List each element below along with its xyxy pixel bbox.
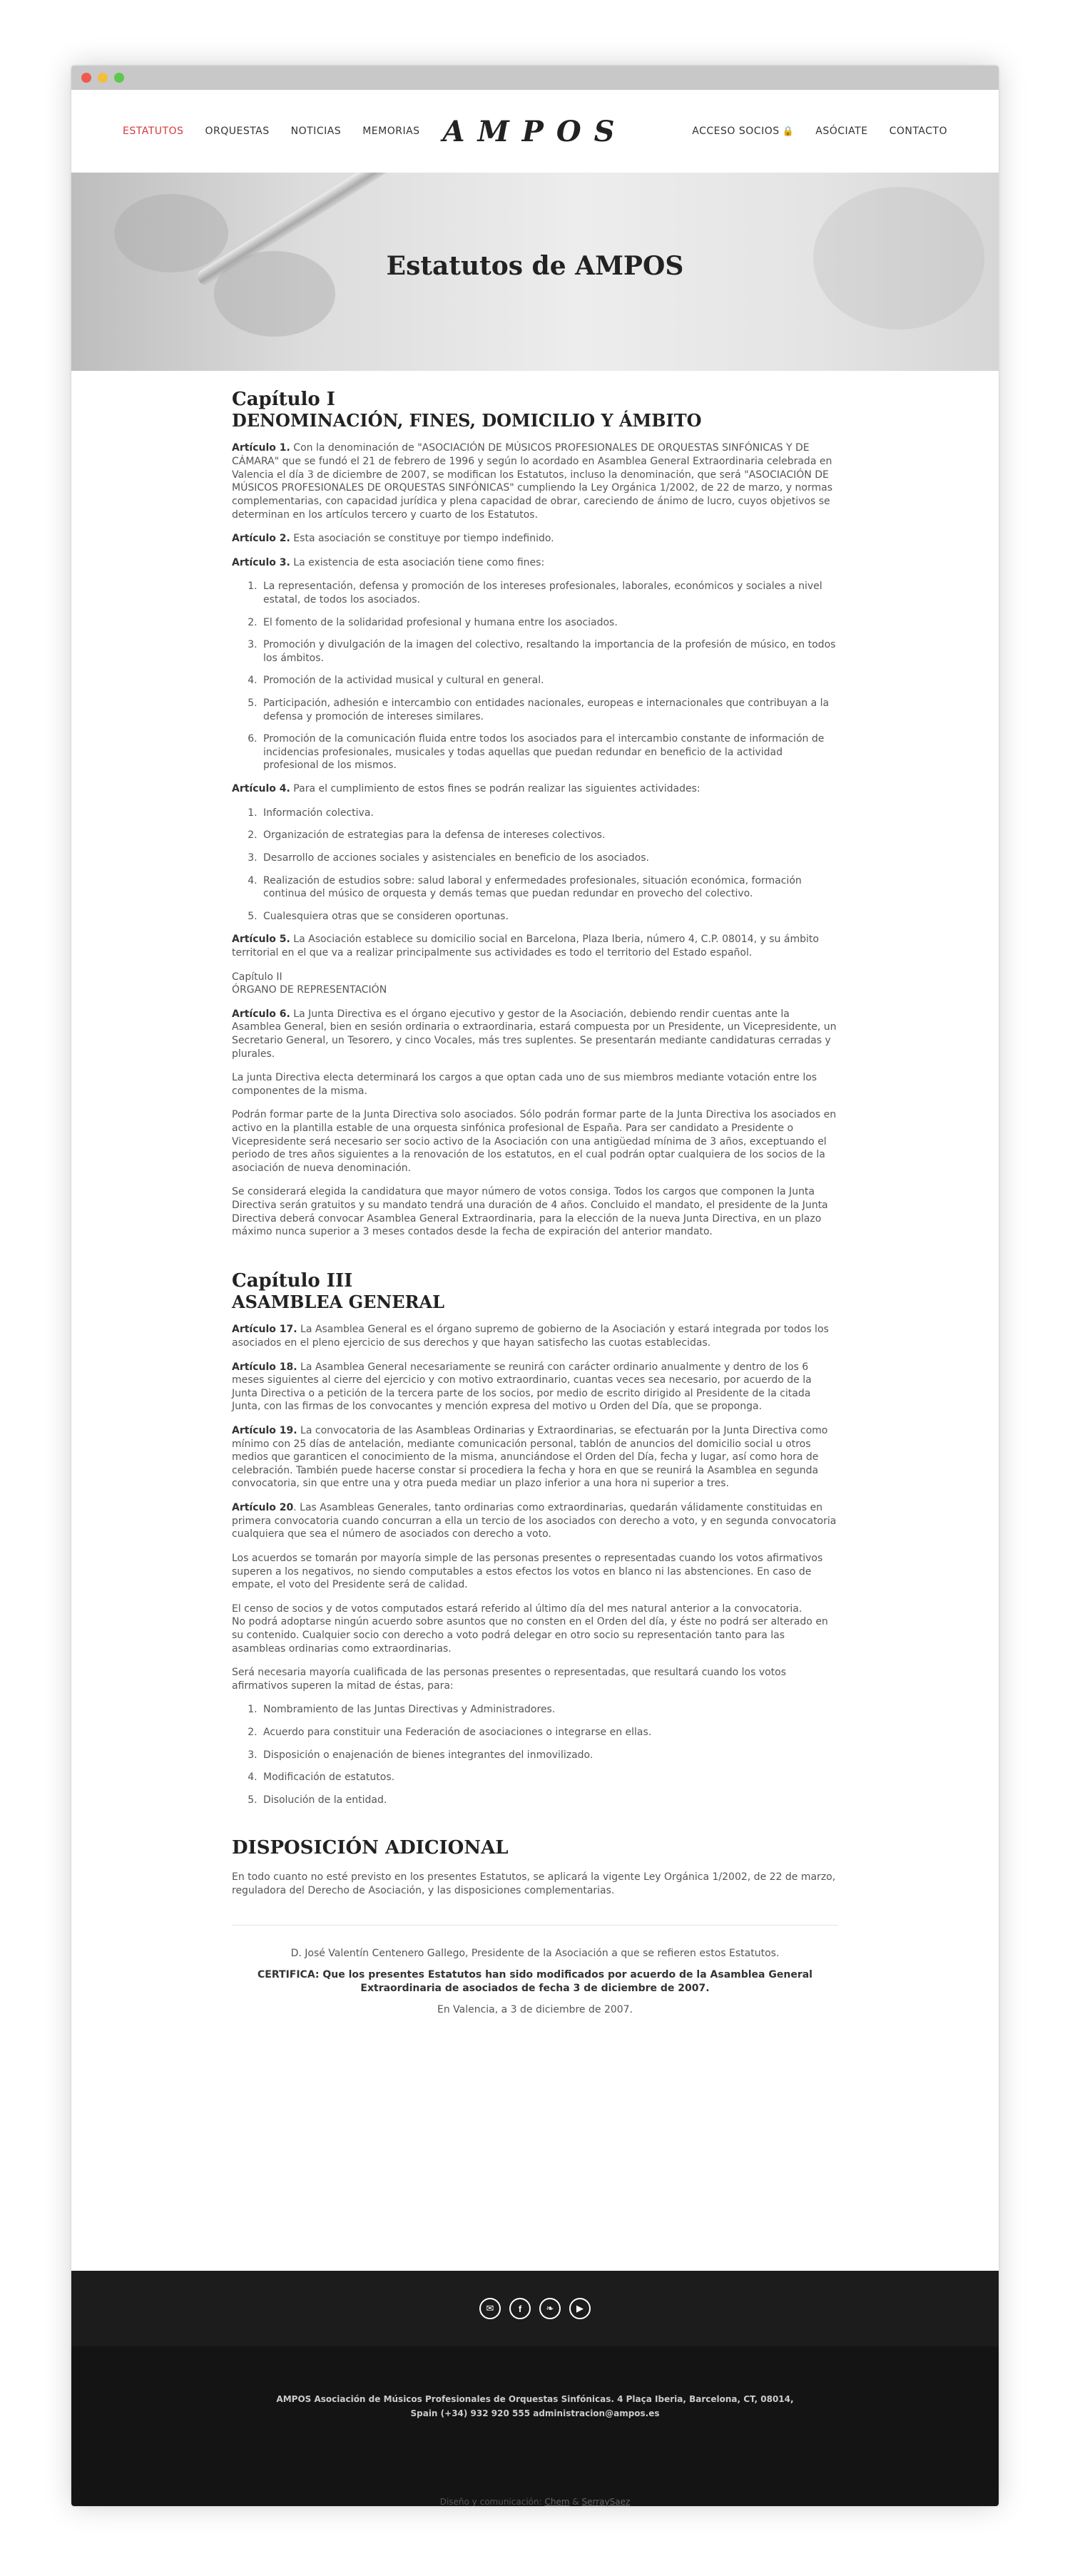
article-17 [232,1323,838,1349]
hero-banner [71,173,999,371]
statutes-content [232,371,838,2017]
list-item: 3. Disposición o enajenación de bienes integrantes del inmovilizado. [260,1749,838,1762]
spacer [232,1249,838,1271]
list-item: 3. Promoción y divulgación de la imagen del colectivo, resaltando la importancia de la profesión de músico, en todos los ámbitos. [260,638,838,665]
certification-statement: CERTIFICA: Que los presentes Estatutos han sido modificados por acuerdo de la Asamblea General Extraordinaria de asociados de fecha 3 de diciembre de 2007. [258,1969,812,1994]
certification-signer: D. José Valentín Centenero Gallego, Presidente de la Asociación a que se refieren estos Estatutos. [290,1947,780,1959]
paragraph-line: No podrá adoptarse ningún acuerdo sobre asuntos que no consten en el Orden del día, y éste no podrá ser alterado en su contenido. Cualquier socio con derecho a voto podrá delegar en otro socio su representación tanto para las asambleas ordinarias como extraordinarias. [232,1616,828,1655]
list-item: 5. Participación, adhesión e intercambio con entidades nacionales, europeas e internacionales que contribuyan a la defensa y promoción de intereses similares. [260,697,838,723]
disposicion-adicional-heading: DISPOSICIÓN ADICIONAL [232,1837,509,1859]
list-item: 6. Promoción de la comunicación fluida entre todos los asociados para el intercambio constante de información de incidencias profesionales, musicales y todas aquellas que puedan redundar en beneficio de la actividad profesional de los mismos. [260,732,838,772]
nav-left-group [123,126,420,137]
article-text: Esta asociación se constituye por tiempo indefinido. [290,533,554,545]
chapter-2-title: Capítulo II [232,971,282,983]
article-text: La Asamblea General es el órgano supremo de gobierno de la Asociación y estará integrada por todos los asociados en el pleno ejercicio de sus derechos y que hayan satisfecho las cuotas establecidas. [232,1324,829,1349]
nav-right-group [692,126,947,137]
list-item: 5. Disolución de la entidad. [260,1794,838,1807]
article-label: Artículo 2. [232,533,290,545]
list-item: 1. Información colectiva. [260,807,838,820]
article-text: La convocatoria de las Asambleas Ordinarias y Extraordinarias, se efectuarán por la Junta Directiva como mínimo con 25 días de antelación, mediante comunicación personal, tablón de anuncios del domicilio social u otros medios que garanticen el conocimiento de la misma, anunciándose el Orden del Día, fecha y lugar, así como hora de celebración. También puede hacerse constar si procediera la fecha y hora en que se reunirá la Asamblea en segunda convocatoria, sin que entre una y otra pueda mediar un plazo inferior a una hora ni superior a tres. [232,1425,828,1490]
article-label: Artículo 18. [232,1361,297,1373]
list-item: 4. Promoción de la actividad musical y cultural en general. [260,674,838,688]
article-20 [232,1501,838,1541]
nav-memorias[interactable]: MEMORIAS [362,126,420,137]
article-text: . Las Asambleas Generales, tanto ordinarias como extraordinarias, quedarán válidamente constituidas en primera convocatoria cuando concurran a ella un tercio de los asociados con derecho a voto, y en segunda convocatoria cualquiera que sea el número de asociados con derecho a voto. [232,1502,837,1540]
article-text: La existencia de esta asociación tiene como fines: [290,556,545,568]
window-titlebar [71,66,999,90]
article-19 [232,1424,838,1491]
footer-address [71,2392,999,2421]
list-item: 5. Cualesquiera otras que se consideren oportunas. [260,910,838,924]
nav-asociate[interactable]: ASÓCIATE [815,126,868,137]
twitter-icon[interactable]: ❧ [539,2298,561,2319]
article-label: Artículo 20 [232,1502,294,1514]
page-title: Estatutos de AMPOS [386,251,684,281]
close-window-icon[interactable] [81,73,91,83]
main-navbar [71,90,999,173]
nav-estatutos[interactable]: ESTATUTOS [123,126,184,137]
paragraph: Se considerará elegida la candidatura que mayor número de votos consiga. Todos los cargos que componen la Junta Directiva serán gratuitos y su mandato tendrá una duración de 4 años. Concluido el mandato, el presidente de la Junta Directiva deberá convocar Asamblea General Extraordinaria, para la elección de la nueva Junta Directiva, en un plazo máximo nunca superior a 3 meses contados desde la fecha de expiración del anterior mandato. [232,1186,828,1238]
minimize-window-icon[interactable] [98,73,108,83]
credits-prefix: Diseño y comunicación: [439,2496,545,2506]
article-6 [232,1008,838,1060]
article-3-list [260,580,838,772]
list-item: 4. Realización de estudios sobre: salud laboral y enfermedades profesionales, situación económica, formación continua del músico de orquesta y demás temas que puedan redundar en provecho del colectivo. [260,874,838,901]
article-18 [232,1361,838,1414]
email-icon[interactable]: ✉ [479,2298,501,2319]
paragraph: La junta Directiva electa determinará los cargos a que optan cada uno de sus miembros mediante votación entre los componentes de la misma. [232,1072,817,1097]
list-item: 2. Organización de estrategias para la defensa de intereses colectivos. [260,829,838,842]
credit-link-serraysaez[interactable]: SerraySaez [581,2496,631,2506]
site-logo[interactable]: AMPOS [442,114,628,148]
qualified-majority-list [260,1703,838,1806]
chapter-3-heading [232,1271,838,1312]
chapter-2-heading [232,971,838,997]
chapter-1-heading [232,389,838,430]
article-text: Con la denominación de "ASOCIACIÓN DE MÚSICOS PROFESIONALES DE ORQUESTAS SINFÓNICAS Y DE CÁMARA" que se fundó el 21 de febrero de 1996 y según lo acordado en Asamblea General Extraordinaria celebrada en Valencia el día 3 de diciembre de 2007, se modifican los Estatutos, incluso la denominación, que será "ASOCIACIÓN DE MÚSICOS PROFESIONALES DE ORQUESTAS SINFÓNICAS" cumpliendo la Ley Orgánica 1/2002, de 22 de marzo, y normas complementarias, con capacidad jurídica y plena capacidad de obrar, careciendo de ánimo de lucro, cuyos objetivos se determinan en los artículos tercero y cuarto de los Estatutos. [232,442,832,521]
article-text: La Asamblea General necesariamente se reunirá con carácter ordinario anualmente y dentro de los 6 meses siguientes al cierre del ejercicio y con motivo extraordinario, cuantas veces sea necesario, por acuerdo de la Junta Directiva o a petición de la tercera parte de los socios, por medio de escrito dirigido al Presidente de la citada Junta, con las firmas de los convocantes y mención expresa del motivo u Orden del Día, que se proponga. [232,1361,812,1413]
paragraph: Será necesaria mayoría cualificada de las personas presentes o representadas, que resultará cuando los votos afirmativos superen la mitad de éstas, para: [232,1667,787,1692]
footer-address-line: AMPOS Asociación de Músicos Profesionales de Orquestas Sinfónicas. 4 Plaça Iberia, Barcelona, CT, 08014, [276,2394,794,2404]
footer-social-bar [71,2271,999,2346]
paragraph: Los acuerdos se tomarán por mayoría simple de las personas presentes o representadas cuando los votos afirmativos superen a los negativos, no siendo computables a estos efectos los votos en blanco ni las abstenciones. En caso de empate, el voto del Presidente será de calidad. [232,1552,823,1591]
nav-acceso-socios-label: ACCESO SOCIOS [692,126,780,137]
list-item: 4. Modificación de estatutos. [260,1771,838,1784]
maximize-window-icon[interactable] [114,73,124,83]
nav-contacto[interactable]: CONTACTO [889,126,947,137]
facebook-icon[interactable]: f [509,2298,531,2319]
list-item: 1. La representación, defensa y promoción de los intereses profesionales, laborales, económicos y sociales a nivel estatal, de todos los asociados. [260,580,838,606]
article-label: Artículo 3. [232,556,290,568]
chapter-3-title: Capítulo III [232,1269,353,1292]
article-3 [232,556,838,570]
footer-contact-line: Spain (+34) 932 920 555 administracion@ampos.es [410,2408,660,2419]
article-label: Artículo 1. [232,442,290,454]
credits-separator: & [569,2496,582,2506]
article-label: Artículo 19. [232,1425,297,1437]
list-item: 1. Nombramiento de las Juntas Directivas y Administradores. [260,1703,838,1717]
nav-acceso-socios[interactable] [692,126,794,137]
article-label: Artículo 6. [232,1008,290,1020]
article-label: Artículo 17. [232,1324,297,1336]
article-label: Artículo 4. [232,783,290,795]
browser-window [71,66,999,2506]
credit-link-chem[interactable]: Chem [544,2496,570,2506]
section-divider [232,1925,838,1926]
spacer [232,1816,838,1838]
article-5 [232,933,838,959]
nav-orquestas[interactable]: ORQUESTAS [205,126,270,137]
article-1 [232,441,838,521]
chapter-2-subtitle: ÓRGANO DE REPRESENTACIÓN [232,984,387,996]
paragraph [232,1603,838,1655]
chapter-1-title: Capítulo I [232,389,335,410]
list-item: 2. Acuerdo para constituir una Federación de asociaciones o integrarse en ellas. [260,1726,838,1739]
article-text: Para el cumplimiento de estos fines se podrán realizar las siguientes actividades: [290,783,700,795]
article-2 [232,532,838,546]
paragraph-line: El censo de socios y de votos computados estará referido al último día del mes natural anterior a la convocatoria. [232,1603,802,1615]
certification-date: En Valencia, a 3 de diciembre de 2007. [437,2004,633,2016]
footer-credits [71,2497,999,2506]
paragraph: Podrán formar parte de la Junta Directiva solo asociados. Sólo podrán formar parte de la Junta Directiva los asociados en activo en la plantilla estable de una orquesta sinfónica profesional de España. Para ser candidato a Presidente o Vicepresidente será necesario ser socio activo de la Asociación con una antigüedad mínima de 3 años, exceptuando el periodo de tres años siguientes a la renovación de los estatutos, en el cual podrán optar cualquiera de los socios de la asociación de nueva denominación. [232,1109,837,1174]
list-item: 3. Desarrollo de acciones sociales y asistenciales en beneficio de los asociados. [260,852,838,865]
nav-noticias[interactable]: NOTICIAS [290,126,342,137]
article-4-list [260,807,838,924]
chapter-1-subtitle: DENOMINACIÓN, FINES, DOMICILIO Y ÁMBITO [232,409,702,431]
article-4 [232,782,838,796]
article-label: Artículo 5. [232,934,290,946]
article-text: La Asociación establece su domicilio social en Barcelona, Plaza Iberia, número 4, C.P. 08014, y su ámbito territorial en el que va a realizar principalmente sus actividades es todo el territorio del Estado español. [232,934,819,959]
chapter-3-subtitle: ASAMBLEA GENERAL [232,1291,445,1312]
lock-icon: 🔒 [782,126,795,137]
list-item: 2. El fomento de la solidaridad profesional y humana entre los asociados. [260,616,838,630]
article-text: La Junta Directiva es el órgano ejecutivo y gestor de la Asociación, debiendo rendir cuentas ante la Asamblea General, bien en sesión ordinaria o extraordinaria, estará compuesta por un Presidente, un Vicepresidente, un Secretario General, un Tesorero, y cinco Vocales, más tres suplentes. Se presentarán mediante candidaturas cerradas y plurales. [232,1008,837,1060]
footer-info [71,2346,999,2506]
paragraph: En todo cuanto no esté previsto en los presentes Estatutos, se aplicará la vigente Ley Orgánica 1/2002, de 22 de marzo, reguladora del Derecho de Asociación, y las disposiciones complementarias. [232,1871,836,1896]
youtube-icon[interactable]: ▶ [569,2298,591,2319]
